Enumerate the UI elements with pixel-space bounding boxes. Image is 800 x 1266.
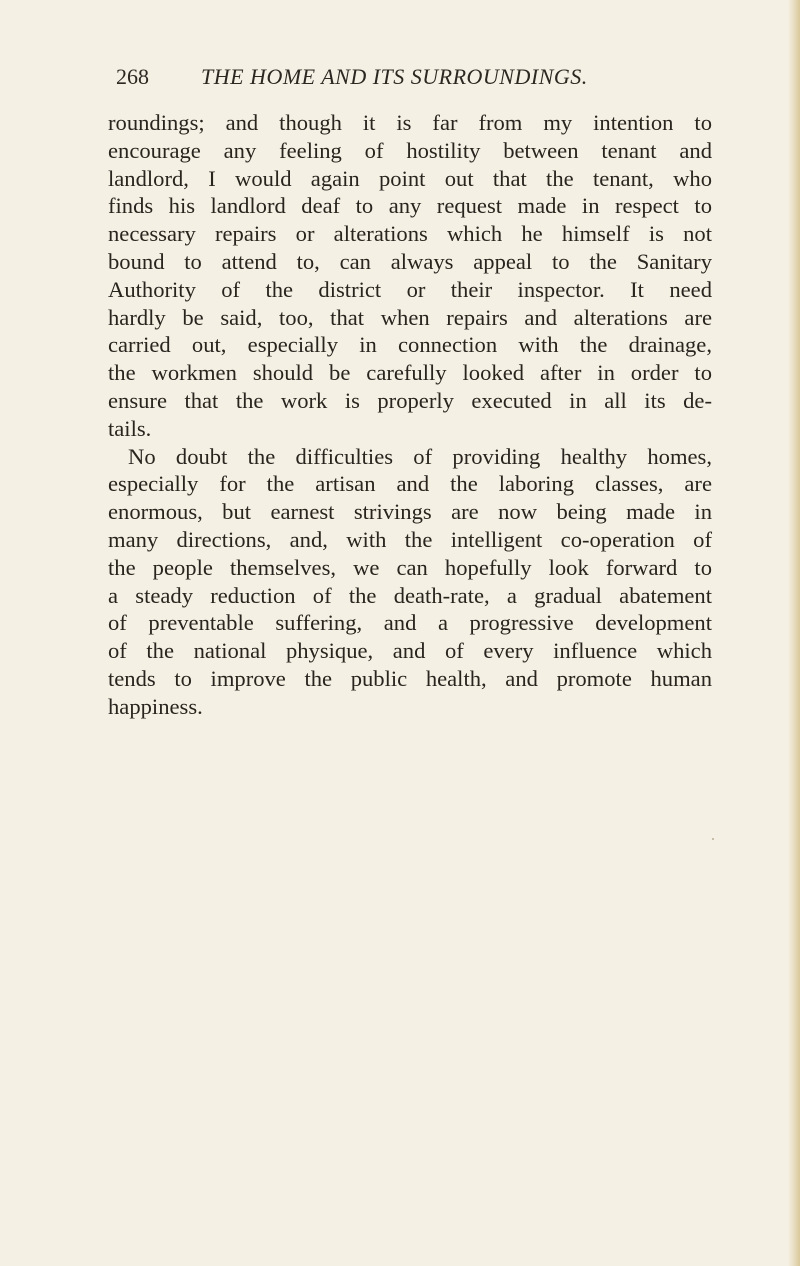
running-title: THE HOME AND ITS SURROUNDINGS. xyxy=(201,64,588,89)
text-line: tends to improve the public health, and promote human xyxy=(108,665,712,691)
paragraph-continuation xyxy=(108,109,712,443)
text-line: encourage any feeling of hostility between tenant and xyxy=(108,137,712,163)
page-number: 268 xyxy=(116,64,149,89)
text-line: enormous, but earnest strivings are now being made in xyxy=(108,499,712,525)
paragraph-conclusion xyxy=(108,443,712,721)
text-line: happiness. xyxy=(108,693,203,719)
page-header xyxy=(116,62,636,92)
text-line: a steady reduction of the death-rate, a gradual abatement xyxy=(108,582,712,608)
text-line: the workmen should be carefully looked after in order to xyxy=(108,360,712,386)
text-line: hardly be said, too, that when repairs and alterations are xyxy=(108,304,712,330)
text-line: of preventable suffering, and a progressive development xyxy=(108,610,712,636)
text-line: of the national physique, and of every influence which xyxy=(108,638,712,664)
text-line: landlord, I would again point out that the tenant, who xyxy=(108,165,712,191)
text-line: necessary repairs or alterations which he himself is not xyxy=(108,221,712,247)
text-line: Authority of the district or their inspector. It need xyxy=(108,276,712,302)
text-line: bound to attend to, can always appeal to the Sanitary xyxy=(108,248,712,274)
text-line: ensure that the work is properly executed in all its de- xyxy=(108,387,712,413)
text-line: many directions, and, with the intelligent co-operation of xyxy=(108,526,712,552)
text-line: No doubt the difficulties of providing healthy homes, xyxy=(128,443,712,469)
text-line: finds his landlord deaf to any request made in respect to xyxy=(108,193,712,219)
text-line: especially for the artisan and the laboring classes, are xyxy=(108,471,712,497)
paper-speck xyxy=(712,838,714,840)
text-line: tails. xyxy=(108,415,152,441)
text-line: the people themselves, we can hopefully look forward to xyxy=(108,554,712,580)
body-text xyxy=(108,109,712,721)
text-line: roundings; and though it is far from my intention to xyxy=(108,110,712,135)
text-line: carried out, especially in connection with the drainage, xyxy=(108,332,712,358)
page-edge-shadow xyxy=(788,0,800,1266)
